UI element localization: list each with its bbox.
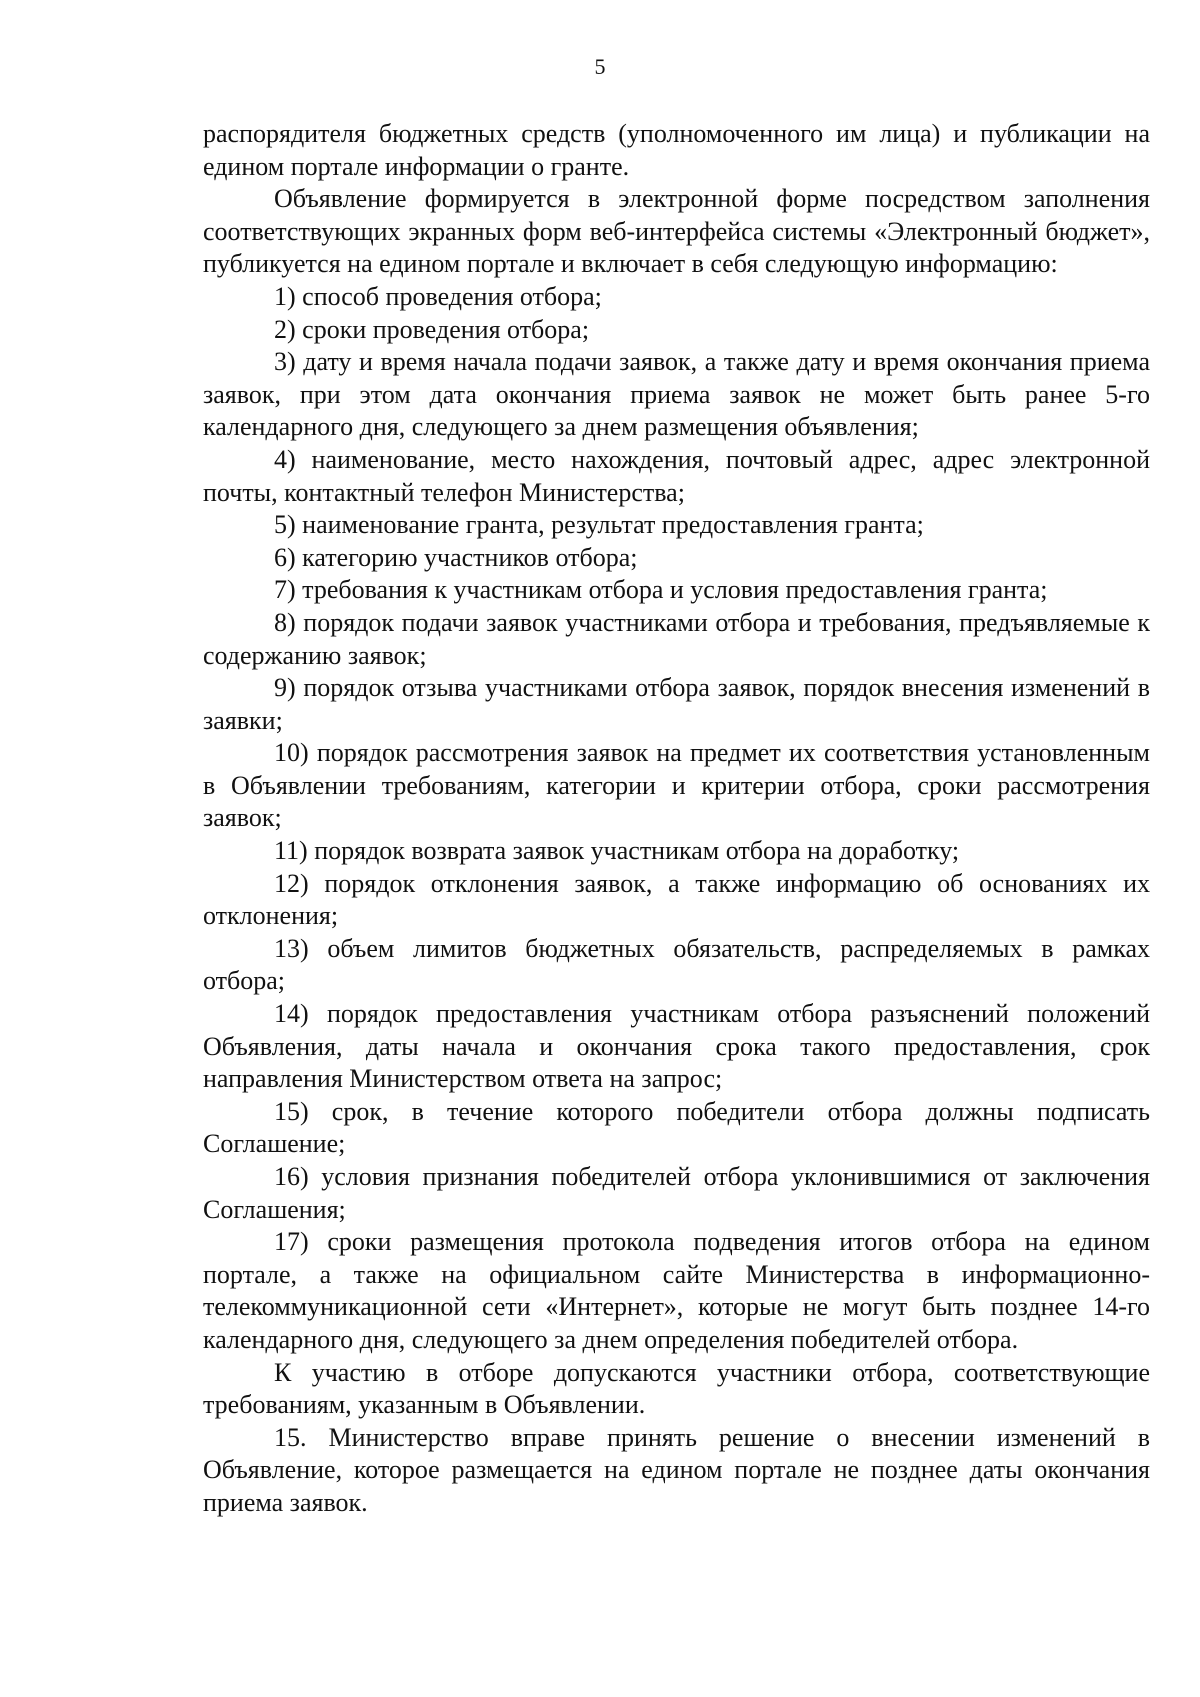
- list-item-5: 5) наименование гранта, результат предоставления гранта;: [274, 510, 924, 540]
- list-item-9: 9) порядок отзыва участниками отбора заявок, порядок внесения изменений в заявки;: [203, 673, 1150, 735]
- list-item-2: 2) сроки проведения отбора;: [274, 314, 590, 344]
- list-item-11: 11) порядок возврата заявок участникам отбора на доработку;: [274, 836, 960, 866]
- list-item-17: 17) сроки размещения протокола подведения итогов отбора на едином портале, а также на официальном сайте Министерства в информационно-телекоммуникационной сети «Интернет», которые не могут быть позднее 14-го календарного дня, следующего за днем определения победителей отбора.: [203, 1227, 1150, 1354]
- page-number: 5: [594, 54, 606, 79]
- list-item-15: 15) срок, в течение которого победители отбора должны подписать Соглашение;: [203, 1096, 1150, 1159]
- list-item-8: 8) порядок подачи заявок участниками отбора и требования, предъявляемые к содержанию заявок;: [203, 607, 1150, 670]
- list-item-12: 12) порядок отклонения заявок, а также информацию об основаниях их отклонения;: [203, 868, 1150, 931]
- paragraph-continuation: распорядителя бюджетных средств (уполномоченного им лица) и публикации на едином портале информации о гранте.: [203, 119, 1150, 181]
- list-item-13: 13) объем лимитов бюджетных обязательств, распределяемых в рамках отбора;: [203, 933, 1150, 996]
- list-item-16: 16) условия признания победителей отбора уклонившимися от заключения Соглашения;: [203, 1162, 1150, 1224]
- document-body: [203, 118, 1150, 1520]
- list-item-10: 10) порядок рассмотрения заявок на предмет их соответствия установленным в Объявлении требованиям, категории и критерии отбора, сроки рассмотрения заявок;: [203, 738, 1150, 833]
- paragraph-section-15: 15. Министерство вправе принять решение о внесении изменений в Объявление, которое размещается на едином портале не позднее даты окончания приема заявок.: [203, 1422, 1150, 1517]
- list-item-7: 7) требования к участникам отбора и условия предоставления гранта;: [274, 575, 1048, 605]
- list-item-6: 6) категорию участников отбора;: [274, 542, 638, 572]
- paragraph-admission: К участию в отборе допускаются участники отбора, соответствующие требованиям, указанным в Объявлении.: [203, 1357, 1150, 1420]
- list-item-3: 3) дату и время начала подачи заявок, а также дату и время окончания приема заявок, при этом дата окончания приема заявок не может быть ранее 5-го календарного дня, следующего за днем размещения объявления;: [203, 347, 1150, 442]
- list-item-14: 14) порядок предоставления участникам отбора разъяснений положений Объявления, даты начала и окончания срока такого предоставления, срок направления Министерством ответа на запрос;: [203, 999, 1150, 1094]
- list-item-1: 1) способ проведения отбора;: [274, 281, 602, 311]
- paragraph-announcement-intro: Объявление формируется в электронной форме посредством заполнения соответствующих экранных форм веб-интерфейса системы «Электронный бюджет», публикуется на едином портале и включает в себя следующую информацию:: [203, 184, 1150, 279]
- list-item-4: 4) наименование, место нахождения, почтовый адрес, адрес электронной почты, контактный телефон Министерства;: [203, 444, 1150, 507]
